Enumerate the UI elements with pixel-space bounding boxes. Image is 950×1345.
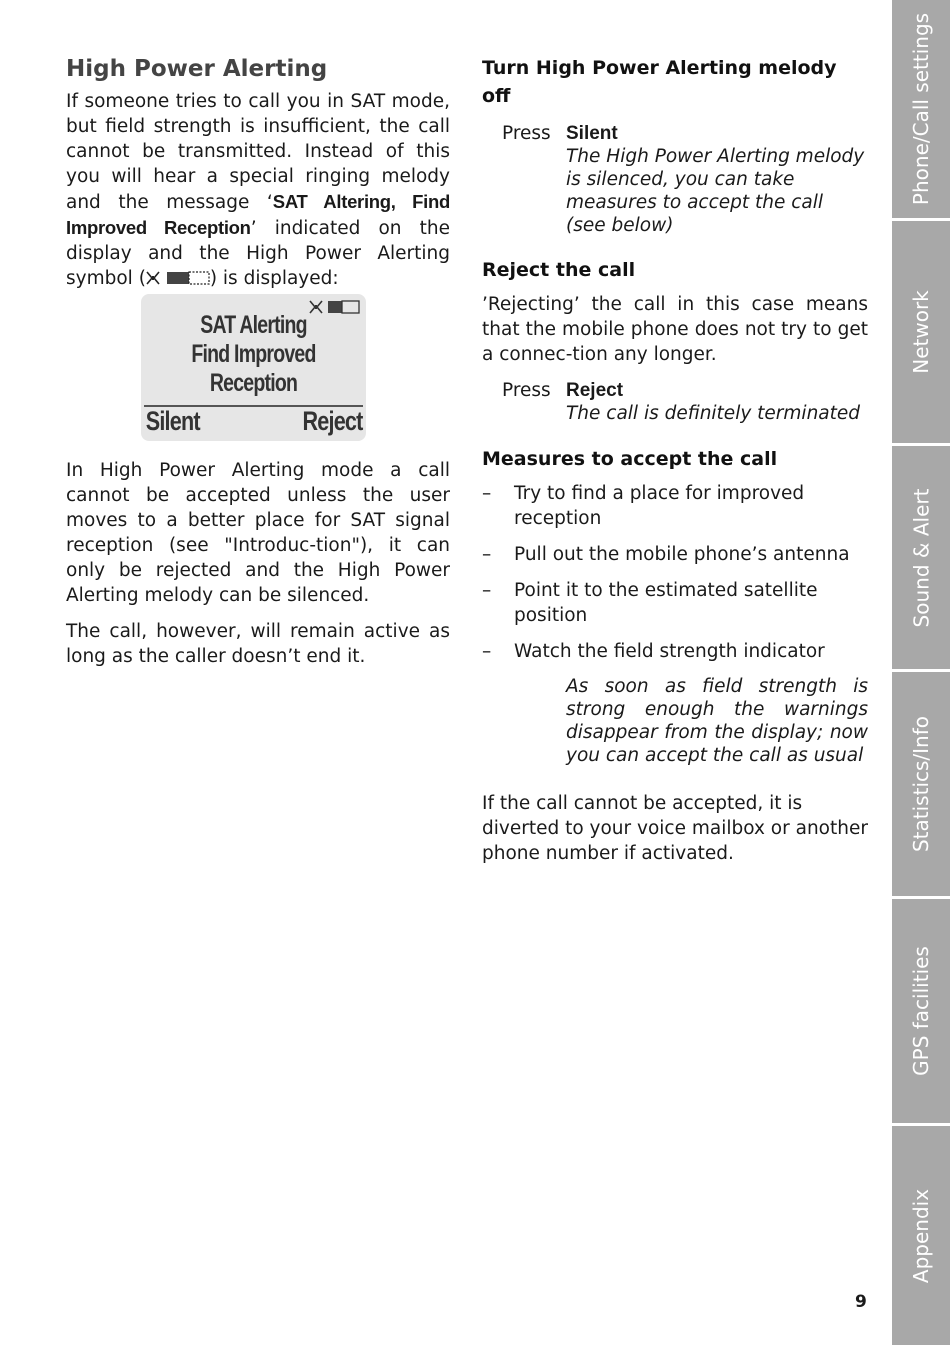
silent-description: The High Power Alerting melody is silenced, you can take measures to accept the call (see below) [566,146,865,236]
phone-display [141,294,366,441]
softkey-reject: Reject [302,406,363,436]
right-column [482,54,868,866]
display-line-1: SAT Alerting [200,311,307,339]
reject-description: The call is definitely terminated [566,403,861,424]
section-title: High Power Alerting [66,56,328,82]
measures-note: As soon as field strength is strong enough the warnings disappear from the display; now you can accept the call as usual [566,676,868,766]
signal-strength-icon [166,268,210,289]
high-power-alert-icon [146,268,160,289]
silent-key-label: Silent [566,123,618,144]
display-line-3: Reception [209,369,298,397]
left-column-lower [66,458,450,669]
melody-off-heading: Turn High Power Alerting melody off [482,57,837,107]
tab-network[interactable]: Network [892,221,950,443]
press-silent-row [502,122,868,237]
list-item: – Watch the field strength indicator [482,641,825,662]
alerting-mode-paragraph: In High Power Alerting mode a call cannot be accepted unless the user moves to a better place for SAT signal reception (see "Introduc-tion"), it can only be rejected and the High Power Alerting melody can be silenced. [66,460,450,606]
call-active-paragraph: The call, however, will remain active as long as the caller doesn’t end it. [66,621,450,667]
tab-phone-call-settings[interactable]: Phone/Call settings [892,0,950,218]
divert-paragraph: If the call cannot be accepted, it is diverted to your voice mailbox or another phone number if activated. [482,793,868,864]
left-column [66,54,450,291]
tab-gps-facilities[interactable]: GPS facilities [892,899,950,1123]
tab-statistics-info[interactable]: Statistics/Info [892,672,950,896]
press-label: Press [502,123,551,144]
reject-key-label: Reject [566,380,624,401]
intro-paragraph: If someone tries to call you in SAT mode, but field strength is insufficient, the call cannot be transmitted. Instead of this you will hear a special ringing melody and the message ‘SAT Altering, Find Improved Reception’ indicated on the display and the High Power Alerting symbol ( ) is displayed: [66,91,450,289]
reject-heading: Reject the call [482,259,636,281]
display-line-2: Find Improved [191,340,316,368]
measures-heading: Measures to accept the call [482,448,778,470]
page-number: 9 [855,1292,867,1312]
measures-list [482,481,868,664]
softkey-silent: Silent [145,406,200,436]
press-label: Press [502,380,551,401]
reject-paragraph: ’Rejecting’ the call in this case means that the mobile phone does not try to get a connec-tion any longer. [482,294,868,365]
list-item: – Pull out the mobile phone’s antenna [482,544,850,565]
tab-sound-alert[interactable]: Sound & Alert [892,446,950,669]
list-item: – Try to find a place for improved reception [482,483,805,529]
tab-appendix[interactable]: Appendix [892,1126,950,1345]
display-message: SAT Altering, Find Improved Reception [66,191,450,238]
list-item: – Point it to the estimated satellite position [482,580,818,626]
press-reject-row [502,379,868,425]
